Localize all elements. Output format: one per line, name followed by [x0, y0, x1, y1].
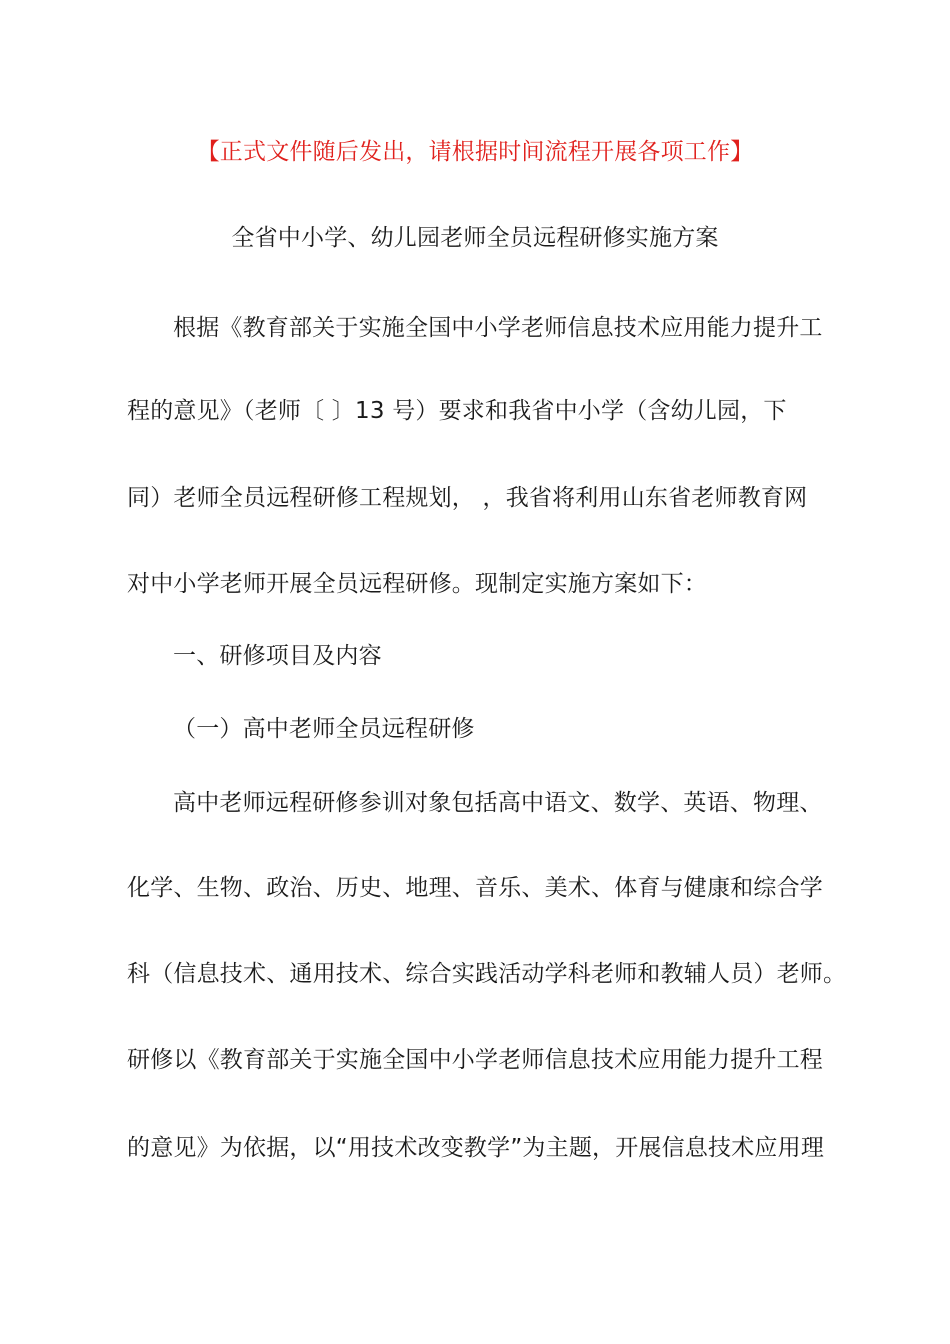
body-line-2: 化学、生物、政治、历史、地理、音乐、美术、体育与健康和综合学: [127, 875, 823, 901]
intro-line-1: 根据《教育部关于实施全国中小学老师信息技术应用能力提升工: [173, 315, 823, 341]
body-line-5: 的意见》为依据，以“用技术改变教学”为主题，开展信息技术应用理: [127, 1135, 825, 1161]
intro-line-2: 程的意见》（老师〔 〕13 号）要求和我省中小学（含幼儿园，下: [127, 398, 787, 424]
section-heading-1: 一、研修项目及内容: [173, 643, 382, 669]
notice-heading: 【正式文件随后发出，请根据时间流程开展各项工作】: [196, 139, 754, 165]
body-line-1: 高中老师远程研修参训对象包括高中语文、数学、英语、物理、: [173, 790, 823, 816]
intro-line-4: 对中小学老师开展全员远程研修。现制定实施方案如下：: [127, 571, 707, 597]
intro-line-3: 同）老师全员远程研修工程规划， ，我省将利用山东省老师教育网: [127, 485, 808, 511]
subsection-heading-1: （一）高中老师全员远程研修: [173, 716, 475, 742]
document-title: 全省中小学、幼儿园老师全员远程研修实施方案: [231, 225, 719, 251]
body-line-4: 研修以《教育部关于实施全国中小学老师信息技术应用能力提升工程: [127, 1047, 823, 1073]
body-line-3: 科（信息技术、通用技术、综合实践活动学科老师和教辅人员）老师。: [127, 961, 847, 987]
